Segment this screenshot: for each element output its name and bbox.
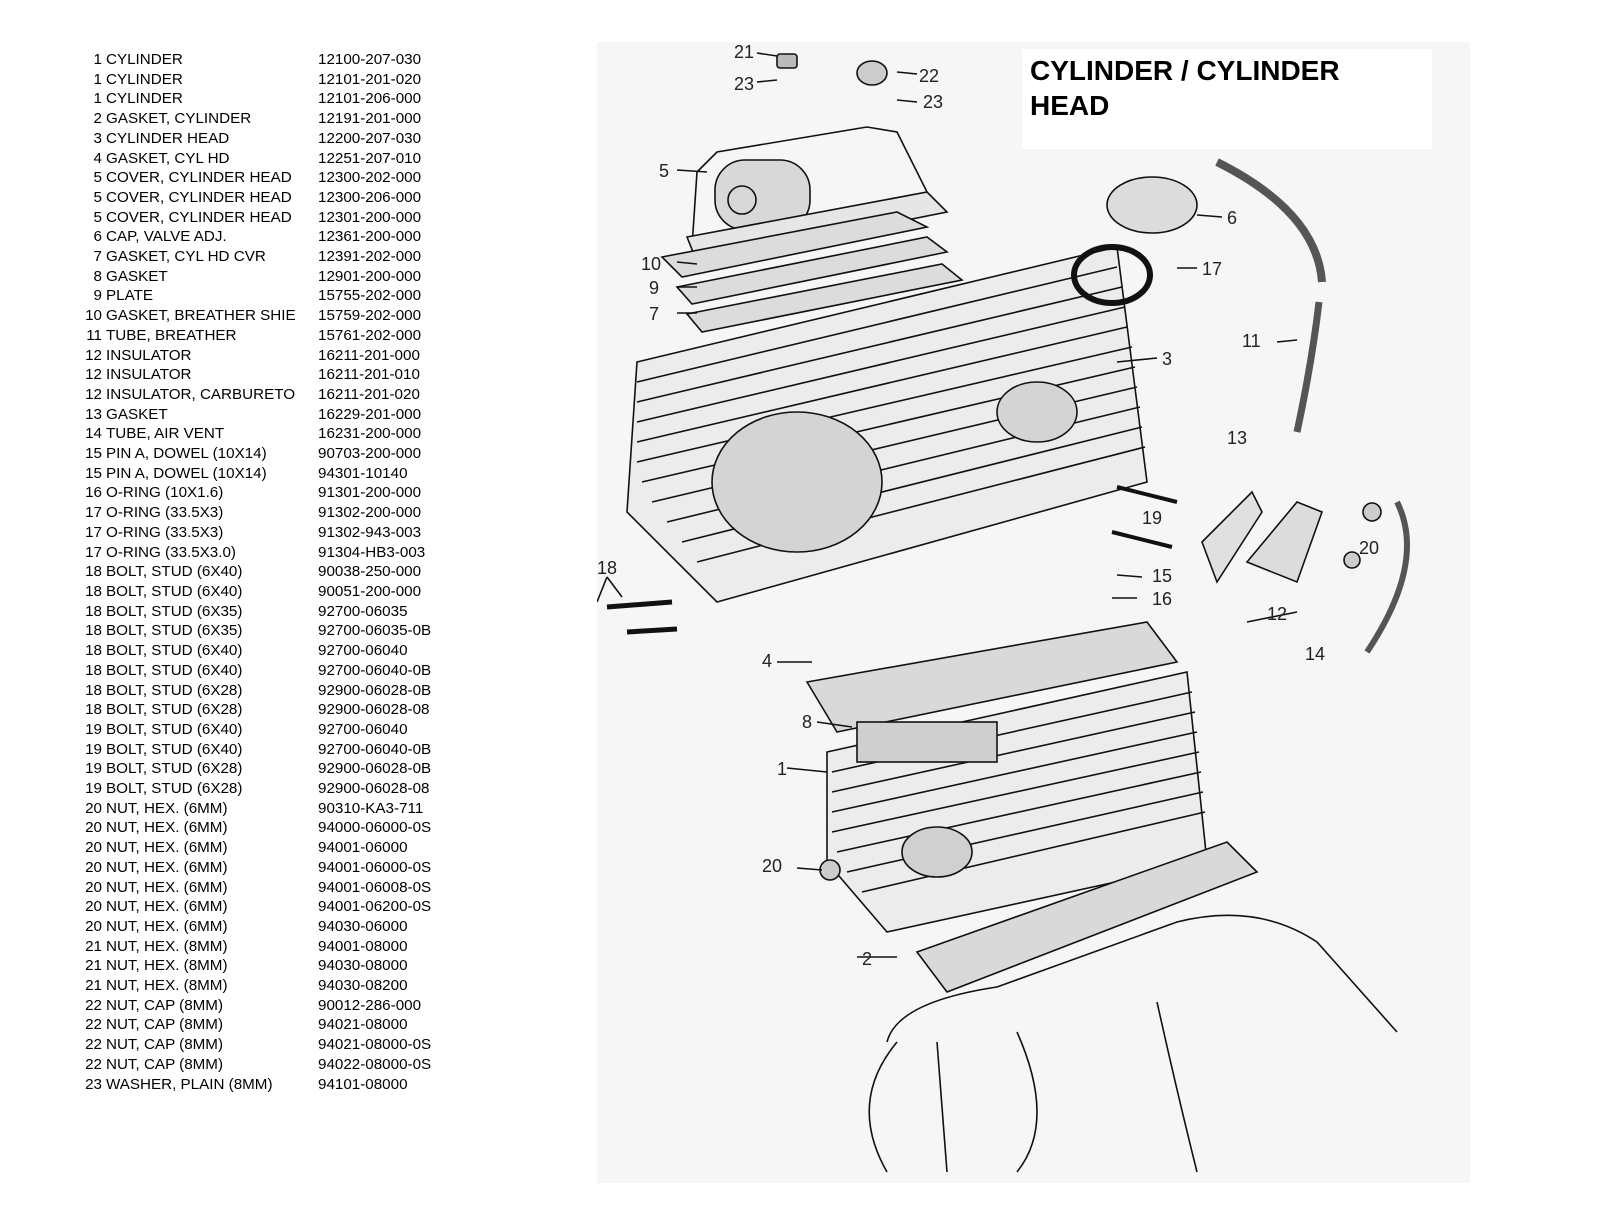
part-description: GASKET, CYL HD bbox=[106, 149, 230, 167]
parts-row bbox=[80, 976, 431, 996]
parts-row bbox=[80, 956, 431, 976]
part-number: 94001-06200-0S bbox=[318, 898, 432, 916]
part-description: NUT, HEX. (6MM) bbox=[106, 799, 228, 817]
part-ref-number: 20 bbox=[85, 878, 102, 896]
part-description: COVER, CYLINDER HEAD bbox=[106, 169, 292, 187]
part-description: NUT, HEX. (6MM) bbox=[106, 878, 228, 896]
part-ref-number: 22 bbox=[85, 996, 102, 1014]
part-ref-number: 20 bbox=[85, 898, 102, 916]
part-description: NUT, CAP (8MM) bbox=[106, 1055, 224, 1073]
part-description: PLATE bbox=[106, 287, 153, 305]
part-ref-number: 22 bbox=[85, 1016, 102, 1034]
part-number: 91304-HB3-003 bbox=[318, 543, 426, 561]
part-description: O-RING (33.5X3.0) bbox=[106, 543, 236, 561]
part-description: NUT, HEX. (6MM) bbox=[106, 839, 228, 857]
callout-21: 21 bbox=[734, 42, 755, 62]
callout-15: 15 bbox=[1152, 566, 1173, 586]
callout-9: 9 bbox=[649, 278, 660, 298]
callout-20: 20 bbox=[1359, 538, 1380, 558]
callout-23b: 23 bbox=[923, 92, 944, 112]
parts-row bbox=[80, 700, 431, 720]
parts-row bbox=[80, 1075, 431, 1095]
part-description: O-RING (10X1.6) bbox=[106, 484, 224, 502]
part-ref-number: 1 bbox=[93, 70, 102, 88]
part-number: 94001-06000 bbox=[318, 839, 408, 857]
parts-row bbox=[80, 759, 431, 779]
part-ref-number: 9 bbox=[93, 287, 102, 305]
part-number: 92700-06040-0B bbox=[318, 740, 432, 758]
part-number: 94021-08000-0S bbox=[318, 1036, 432, 1054]
part-description: NUT, CAP (8MM) bbox=[106, 996, 224, 1014]
parts-row bbox=[80, 917, 431, 937]
part-description: PIN A, DOWEL (10X14) bbox=[106, 464, 267, 482]
part-number: 94001-08000 bbox=[318, 937, 408, 955]
part-ref-number: 18 bbox=[85, 701, 102, 719]
part-ref-number: 21 bbox=[85, 957, 102, 975]
part-description: BOLT, STUD (6X40) bbox=[106, 720, 243, 738]
part-number: 92900-06028-08 bbox=[318, 780, 430, 798]
part-ref-number: 12 bbox=[85, 366, 102, 384]
callout-22: 22 bbox=[919, 66, 940, 86]
parts-row bbox=[80, 346, 431, 366]
part-ref-number: 14 bbox=[85, 425, 102, 443]
part-ref-number: 1 bbox=[93, 90, 102, 108]
parts-list-table bbox=[80, 50, 431, 1094]
part-description: INSULATOR bbox=[106, 366, 192, 384]
callout-17: 17 bbox=[1202, 259, 1223, 279]
part-number: 12251-207-010 bbox=[318, 149, 422, 167]
callout-16: 16 bbox=[1152, 589, 1173, 609]
part-description: BOLT, STUD (6X35) bbox=[106, 622, 243, 640]
part-description: TUBE, BREATHER bbox=[106, 326, 237, 344]
callout-2: 2 bbox=[862, 949, 873, 969]
part-number: 90310-KA3-711 bbox=[318, 799, 424, 817]
part-description: GASKET bbox=[106, 267, 168, 285]
parts-row bbox=[80, 208, 431, 228]
part-ref-number: 18 bbox=[85, 563, 102, 581]
parts-row bbox=[80, 818, 431, 838]
part-ref-number: 15 bbox=[85, 464, 102, 482]
part-description: COVER, CYLINDER HEAD bbox=[106, 208, 292, 226]
part-description: CYLINDER bbox=[106, 90, 183, 108]
part-description: GASKET, CYL HD CVR bbox=[106, 248, 266, 266]
part-description: O-RING (33.5X3) bbox=[106, 504, 224, 522]
parts-row bbox=[80, 286, 431, 306]
parts-row bbox=[80, 188, 431, 208]
parts-row bbox=[80, 365, 431, 385]
part-number: 12361-200-000 bbox=[318, 228, 422, 246]
parts-row bbox=[80, 641, 431, 661]
part-ref-number: 20 bbox=[85, 858, 102, 876]
parts-row bbox=[80, 247, 431, 267]
part-number: 92700-06040-0B bbox=[318, 661, 432, 679]
part-ref-number: 2 bbox=[93, 110, 102, 128]
part-ref-number: 11 bbox=[86, 326, 102, 344]
part-ref-number: 18 bbox=[85, 622, 102, 640]
part-ref-number: 16 bbox=[85, 484, 102, 502]
part-ref-number: 1 bbox=[93, 51, 102, 68]
callout-14: 14 bbox=[1305, 644, 1326, 664]
parts-row bbox=[80, 740, 431, 760]
part-ref-number: 17 bbox=[85, 523, 102, 541]
diagram-title: CYLINDER / CYLINDER HEAD bbox=[1022, 49, 1432, 149]
part-number: 12200-207-030 bbox=[318, 129, 422, 147]
part-description: INSULATOR bbox=[106, 346, 192, 364]
part-ref-number: 23 bbox=[85, 1075, 102, 1093]
part-description: WASHER, PLAIN (8MM) bbox=[106, 1075, 273, 1093]
part-ref-number: 5 bbox=[93, 188, 102, 206]
part-number: 94000-06000-0S bbox=[318, 819, 432, 837]
callout-23: 23 bbox=[734, 74, 755, 94]
part-description: NUT, CAP (8MM) bbox=[106, 1016, 224, 1034]
parts-row bbox=[80, 70, 431, 90]
part-description: BOLT, STUD (6X28) bbox=[106, 780, 243, 798]
part-number: 92700-06035-0B bbox=[318, 622, 432, 640]
callout-20b: 20 bbox=[762, 856, 783, 876]
part-description: NUT, HEX. (6MM) bbox=[106, 917, 228, 935]
part-ref-number: 17 bbox=[85, 504, 102, 522]
part-number: 94022-08000-0S bbox=[318, 1055, 432, 1073]
exploded-parts-diagram bbox=[597, 42, 1470, 1183]
part-description: BOLT, STUD (6X28) bbox=[106, 760, 243, 778]
callout-12: 12 bbox=[1267, 604, 1288, 624]
part-ref-number: 22 bbox=[85, 1036, 102, 1054]
parts-row bbox=[80, 109, 431, 129]
part-number: 91302-943-003 bbox=[318, 523, 422, 541]
part-number: 94301-10140 bbox=[318, 464, 408, 482]
part-number: 92700-06040 bbox=[318, 642, 408, 660]
parts-row bbox=[80, 858, 431, 878]
callout-11: 11 bbox=[1242, 331, 1261, 351]
parts-row bbox=[80, 503, 431, 523]
part-number: 12301-200-000 bbox=[318, 208, 422, 226]
part-number: 12901-200-000 bbox=[318, 267, 422, 285]
part-number: 12191-201-000 bbox=[318, 110, 422, 128]
part-description: BOLT, STUD (6X28) bbox=[106, 701, 243, 719]
parts-row bbox=[80, 602, 431, 622]
part-number: 12101-206-000 bbox=[318, 90, 422, 108]
part-number: 94030-08000 bbox=[318, 957, 408, 975]
part-ref-number: 19 bbox=[85, 780, 102, 798]
parts-row bbox=[80, 1055, 431, 1075]
parts-row bbox=[80, 661, 431, 681]
parts-row bbox=[80, 838, 431, 858]
part-number: 92900-06028-0B bbox=[318, 760, 432, 778]
parts-row bbox=[80, 1035, 431, 1055]
part-number: 12300-202-000 bbox=[318, 169, 422, 187]
part-number: 12100-207-030 bbox=[318, 51, 422, 68]
diagram-drawing bbox=[597, 42, 1470, 1183]
part-description: NUT, CAP (8MM) bbox=[106, 1036, 224, 1054]
part-number: 92900-06028-08 bbox=[318, 701, 430, 719]
part-description: BOLT, STUD (6X40) bbox=[106, 740, 243, 758]
callout-6: 6 bbox=[1227, 208, 1238, 228]
callout-1: 1 bbox=[777, 759, 788, 779]
parts-row bbox=[80, 1015, 431, 1035]
part-description: NUT, HEX. (8MM) bbox=[106, 957, 228, 975]
part-description: CYLINDER bbox=[106, 51, 183, 68]
part-ref-number: 17 bbox=[85, 543, 102, 561]
part-number: 94030-06000 bbox=[318, 917, 408, 935]
part-description: BOLT, STUD (6X35) bbox=[106, 602, 243, 620]
part-ref-number: 3 bbox=[93, 129, 102, 147]
parts-row bbox=[80, 464, 431, 484]
part-ref-number: 4 bbox=[93, 149, 102, 167]
parts-row bbox=[80, 129, 431, 149]
parts-row bbox=[80, 326, 431, 346]
part-number: 15761-202-000 bbox=[318, 326, 422, 344]
part-ref-number: 7 bbox=[93, 248, 102, 266]
part-number: 16211-201-000 bbox=[318, 346, 420, 364]
parts-row bbox=[80, 50, 431, 70]
callout-18: 18 bbox=[597, 558, 618, 578]
callout-10: 10 bbox=[641, 254, 662, 274]
part-ref-number: 21 bbox=[85, 937, 102, 955]
part-description: NUT, HEX. (8MM) bbox=[106, 937, 228, 955]
part-description: NUT, HEX. (6MM) bbox=[106, 819, 228, 837]
parts-row bbox=[80, 149, 431, 169]
callout-8: 8 bbox=[802, 712, 813, 732]
parts-row bbox=[80, 582, 431, 602]
part-ref-number: 20 bbox=[85, 799, 102, 817]
part-number: 92900-06028-0B bbox=[318, 681, 432, 699]
callout-7: 7 bbox=[649, 304, 660, 324]
part-description: GASKET, CYLINDER bbox=[106, 110, 252, 128]
part-ref-number: 18 bbox=[85, 642, 102, 660]
part-description: NUT, HEX. (8MM) bbox=[106, 977, 228, 995]
part-number: 91302-200-000 bbox=[318, 504, 422, 522]
parts-row bbox=[80, 227, 431, 247]
part-ref-number: 12 bbox=[85, 346, 102, 364]
part-ref-number: 18 bbox=[85, 582, 102, 600]
part-ref-number: 20 bbox=[85, 819, 102, 837]
part-description: O-RING (33.5X3) bbox=[106, 523, 224, 541]
part-number: 16231-200-000 bbox=[318, 425, 422, 443]
parts-row bbox=[80, 444, 431, 464]
part-ref-number: 19 bbox=[85, 760, 102, 778]
parts-row bbox=[80, 543, 431, 563]
parts-row bbox=[80, 996, 431, 1016]
part-ref-number: 22 bbox=[85, 1055, 102, 1073]
part-ref-number: 19 bbox=[85, 740, 102, 758]
part-ref-number: 5 bbox=[93, 208, 102, 226]
parts-row bbox=[80, 621, 431, 641]
part-number: 90012-286-000 bbox=[318, 996, 422, 1014]
callout-4: 4 bbox=[762, 651, 773, 671]
part-ref-number: 20 bbox=[85, 917, 102, 935]
part-ref-number: 19 bbox=[85, 720, 102, 738]
parts-row bbox=[80, 385, 431, 405]
part-ref-number: 13 bbox=[85, 405, 102, 423]
part-number: 90038-250-000 bbox=[318, 563, 422, 581]
part-number: 94001-06008-0S bbox=[318, 878, 432, 896]
callout-5: 5 bbox=[659, 161, 670, 181]
part-number: 91301-200-000 bbox=[318, 484, 422, 502]
part-ref-number: 8 bbox=[93, 267, 102, 285]
part-ref-number: 21 bbox=[85, 977, 102, 995]
part-number: 94001-06000-0S bbox=[318, 858, 432, 876]
part-number: 12300-206-000 bbox=[318, 188, 422, 206]
callout-19: 19 bbox=[1142, 508, 1163, 528]
parts-row bbox=[80, 483, 431, 503]
parts-row bbox=[80, 405, 431, 425]
part-description: TUBE, AIR VENT bbox=[106, 425, 225, 443]
part-number: 12101-201-020 bbox=[318, 70, 422, 88]
part-description: BOLT, STUD (6X40) bbox=[106, 563, 243, 581]
part-description: PIN A, DOWEL (10X14) bbox=[106, 445, 267, 463]
part-ref-number: 18 bbox=[85, 661, 102, 679]
part-description: BOLT, STUD (6X40) bbox=[106, 642, 243, 660]
part-number: 90703-200-000 bbox=[318, 445, 422, 463]
parts-row bbox=[80, 720, 431, 740]
callout-3: 3 bbox=[1162, 349, 1173, 369]
part-ref-number: 20 bbox=[85, 839, 102, 857]
parts-row bbox=[80, 168, 431, 188]
part-number: 94030-08200 bbox=[318, 977, 408, 995]
part-description: BOLT, STUD (6X40) bbox=[106, 661, 243, 679]
part-ref-number: 10 bbox=[85, 307, 102, 325]
part-description: CAP, VALVE ADJ. bbox=[106, 228, 227, 246]
part-description: BOLT, STUD (6X28) bbox=[106, 681, 243, 699]
parts-row bbox=[80, 562, 431, 582]
part-number: 12391-202-000 bbox=[318, 248, 422, 266]
part-description: CYLINDER bbox=[106, 70, 183, 88]
part-number: 16229-201-000 bbox=[318, 405, 422, 423]
part-ref-number: 12 bbox=[85, 385, 102, 403]
part-number: 94021-08000 bbox=[318, 1016, 408, 1034]
part-number: 92700-06040 bbox=[318, 720, 408, 738]
part-ref-number: 18 bbox=[85, 602, 102, 620]
part-description: INSULATOR, CARBURETO bbox=[106, 385, 296, 403]
part-description: BOLT, STUD (6X40) bbox=[106, 582, 243, 600]
part-description: NUT, HEX. (6MM) bbox=[106, 858, 228, 876]
parts-row bbox=[80, 89, 431, 109]
parts-row bbox=[80, 306, 431, 326]
part-description: COVER, CYLINDER HEAD bbox=[106, 188, 292, 206]
part-ref-number: 5 bbox=[93, 169, 102, 187]
parts-row bbox=[80, 799, 431, 819]
parts-row bbox=[80, 523, 431, 543]
part-description: GASKET, BREATHER SHIE bbox=[106, 307, 296, 325]
parts-row bbox=[80, 937, 431, 957]
parts-row bbox=[80, 681, 431, 701]
parts-row bbox=[80, 897, 431, 917]
part-description: NUT, HEX. (6MM) bbox=[106, 898, 228, 916]
part-number: 16211-201-010 bbox=[318, 366, 420, 384]
part-number: 92700-06035 bbox=[318, 602, 408, 620]
part-ref-number: 6 bbox=[93, 228, 102, 246]
parts-row bbox=[80, 779, 431, 799]
parts-row bbox=[80, 878, 431, 898]
part-number: 15759-202-000 bbox=[318, 307, 422, 325]
part-number: 90051-200-000 bbox=[318, 582, 422, 600]
part-ref-number: 15 bbox=[85, 445, 102, 463]
part-description: GASKET bbox=[106, 405, 168, 423]
parts-row bbox=[80, 424, 431, 444]
part-ref-number: 18 bbox=[85, 681, 102, 699]
part-number: 94101-08000 bbox=[318, 1075, 408, 1093]
callout-13: 13 bbox=[1227, 428, 1248, 448]
part-number: 15755-202-000 bbox=[318, 287, 422, 305]
parts-row bbox=[80, 267, 431, 287]
part-number: 16211-201-020 bbox=[318, 385, 420, 403]
part-description: CYLINDER HEAD bbox=[106, 129, 230, 147]
